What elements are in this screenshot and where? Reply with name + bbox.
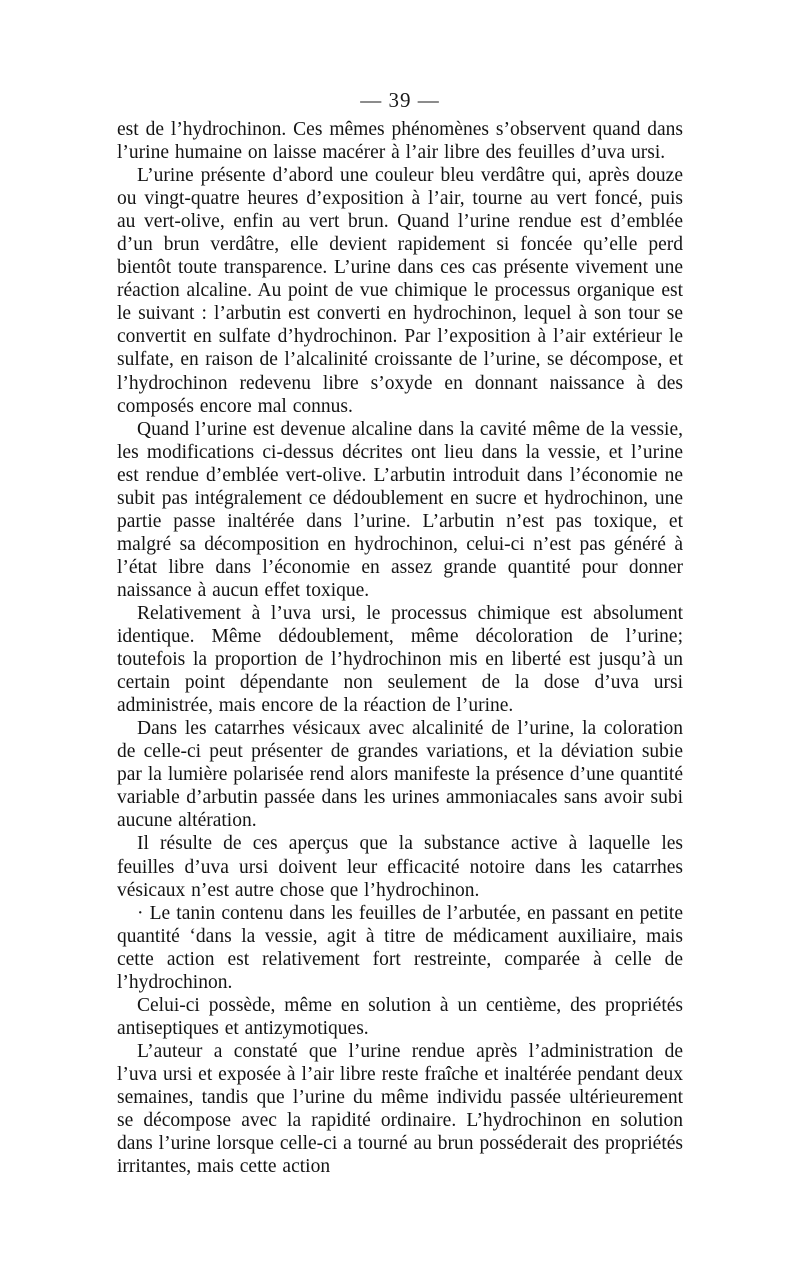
- paragraph: est de l’hydrochinon. Ces mêmes phénomènes s’observent quand dans l’urine humaine on laisse macérer à l’air libre des feuilles d’uva ursi.: [117, 119, 683, 164]
- page-number-header: — 39 —: [360, 88, 440, 112]
- paragraph: L’urine présente d’abord une couleur bleu verdâtre qui, après douze ou vingt-quatre heures d’exposition à l’air, tourne au vert foncé, puis au vert-olive, enfin au vert brun. Quand l’urine rendue est d’emblée d’un brun verdâtre, elle devient rapidement si foncée qu’elle perd bientôt toute transparence. L’urine dans ces cas présente vivement une réaction alcaline. Au point de vue chimique le processus organique est le suivant : l’arbutin est converti en hydrochinon, lequel à son tour se convertit en sulfate d’hydrochinon. Par l’exposition à l’air extérieur le sulfate, en raison de l’alcalinité croissante de l’urine, se décompose, et l’hydrochinon redevenu libre s’oxyde en donnant naissance à des composés encore mal connus.: [117, 165, 683, 417]
- paragraph: Celui-ci possède, même en solution à un centième, des propriétés antiseptiques et antizymotiques.: [117, 994, 683, 1039]
- paragraph: L’auteur a constaté que l’urine rendue après l’administration de l’uva ursi et exposée à l’air libre reste fraîche et inaltérée pendant deux semaines, tandis que l’urine du même individu passée ultérieurement se décompose avec la rapidité ordinaire. L’hydrochinon en solution dans l’urine lorsque celle-ci a tourné au brun posséderait des propriétés irritantes, mais cette action: [117, 1040, 683, 1178]
- paragraph: Quand l’urine est devenue alcaline dans la cavité même de la vessie, les modifications ci-dessus décrites ont lieu dans la vessie, et l’urine est rendue d’emblée vert-olive. L’arbutin introduit dans l’économie ne subit pas intégralement ce dédoublement en sucre et hydrochinon, une partie passe inaltérée dans l’urine. L’arbutin n’est pas toxique, et malgré sa décomposition en hydrochinon, celui-ci n’est pas généré à l’état libre dans l’économie en assez grande quantité pour donner naissance à aucun effet toxique.: [117, 418, 683, 601]
- paragraph: Relativement à l’uva ursi, le processus chimique est absolument identique. Même dédoublement, même décoloration de l’urine; toutefois la proportion de l’hydrochinon mis en liberté est jusqu’à un certain point dépendante non seulement de la dose d’uva ursi administrée, mais encore de la réaction de l’urine.: [117, 602, 683, 717]
- paragraph: Il résulte de ces aperçus que la substance active à laquelle les feuilles d’uva ursi doivent leur efficacité notoire dans les catarrhes vésicaux n’est autre chose que l’hydrochinon.: [117, 833, 683, 901]
- paragraph: Dans les catarrhes vésicaux avec alcalinité de l’urine, la coloration de celle-ci peut présenter de grandes variations, et la déviation subie par la lumière polarisée rend alors manifeste la présence d’une quantité variable d’arbutin passée dans les urines ammoniacales sans avoir subi aucune altération.: [117, 718, 683, 832]
- paragraph: · Le tanin contenu dans les feuilles de l’arbutée, en passant en petite quantité ‘dans la vessie, agit à titre de médicament auxiliaire, mais cette action est relativement fort restreinte, comparée à celle de l’hydrochinon.: [117, 902, 683, 993]
- body-text: [117, 118, 683, 1178]
